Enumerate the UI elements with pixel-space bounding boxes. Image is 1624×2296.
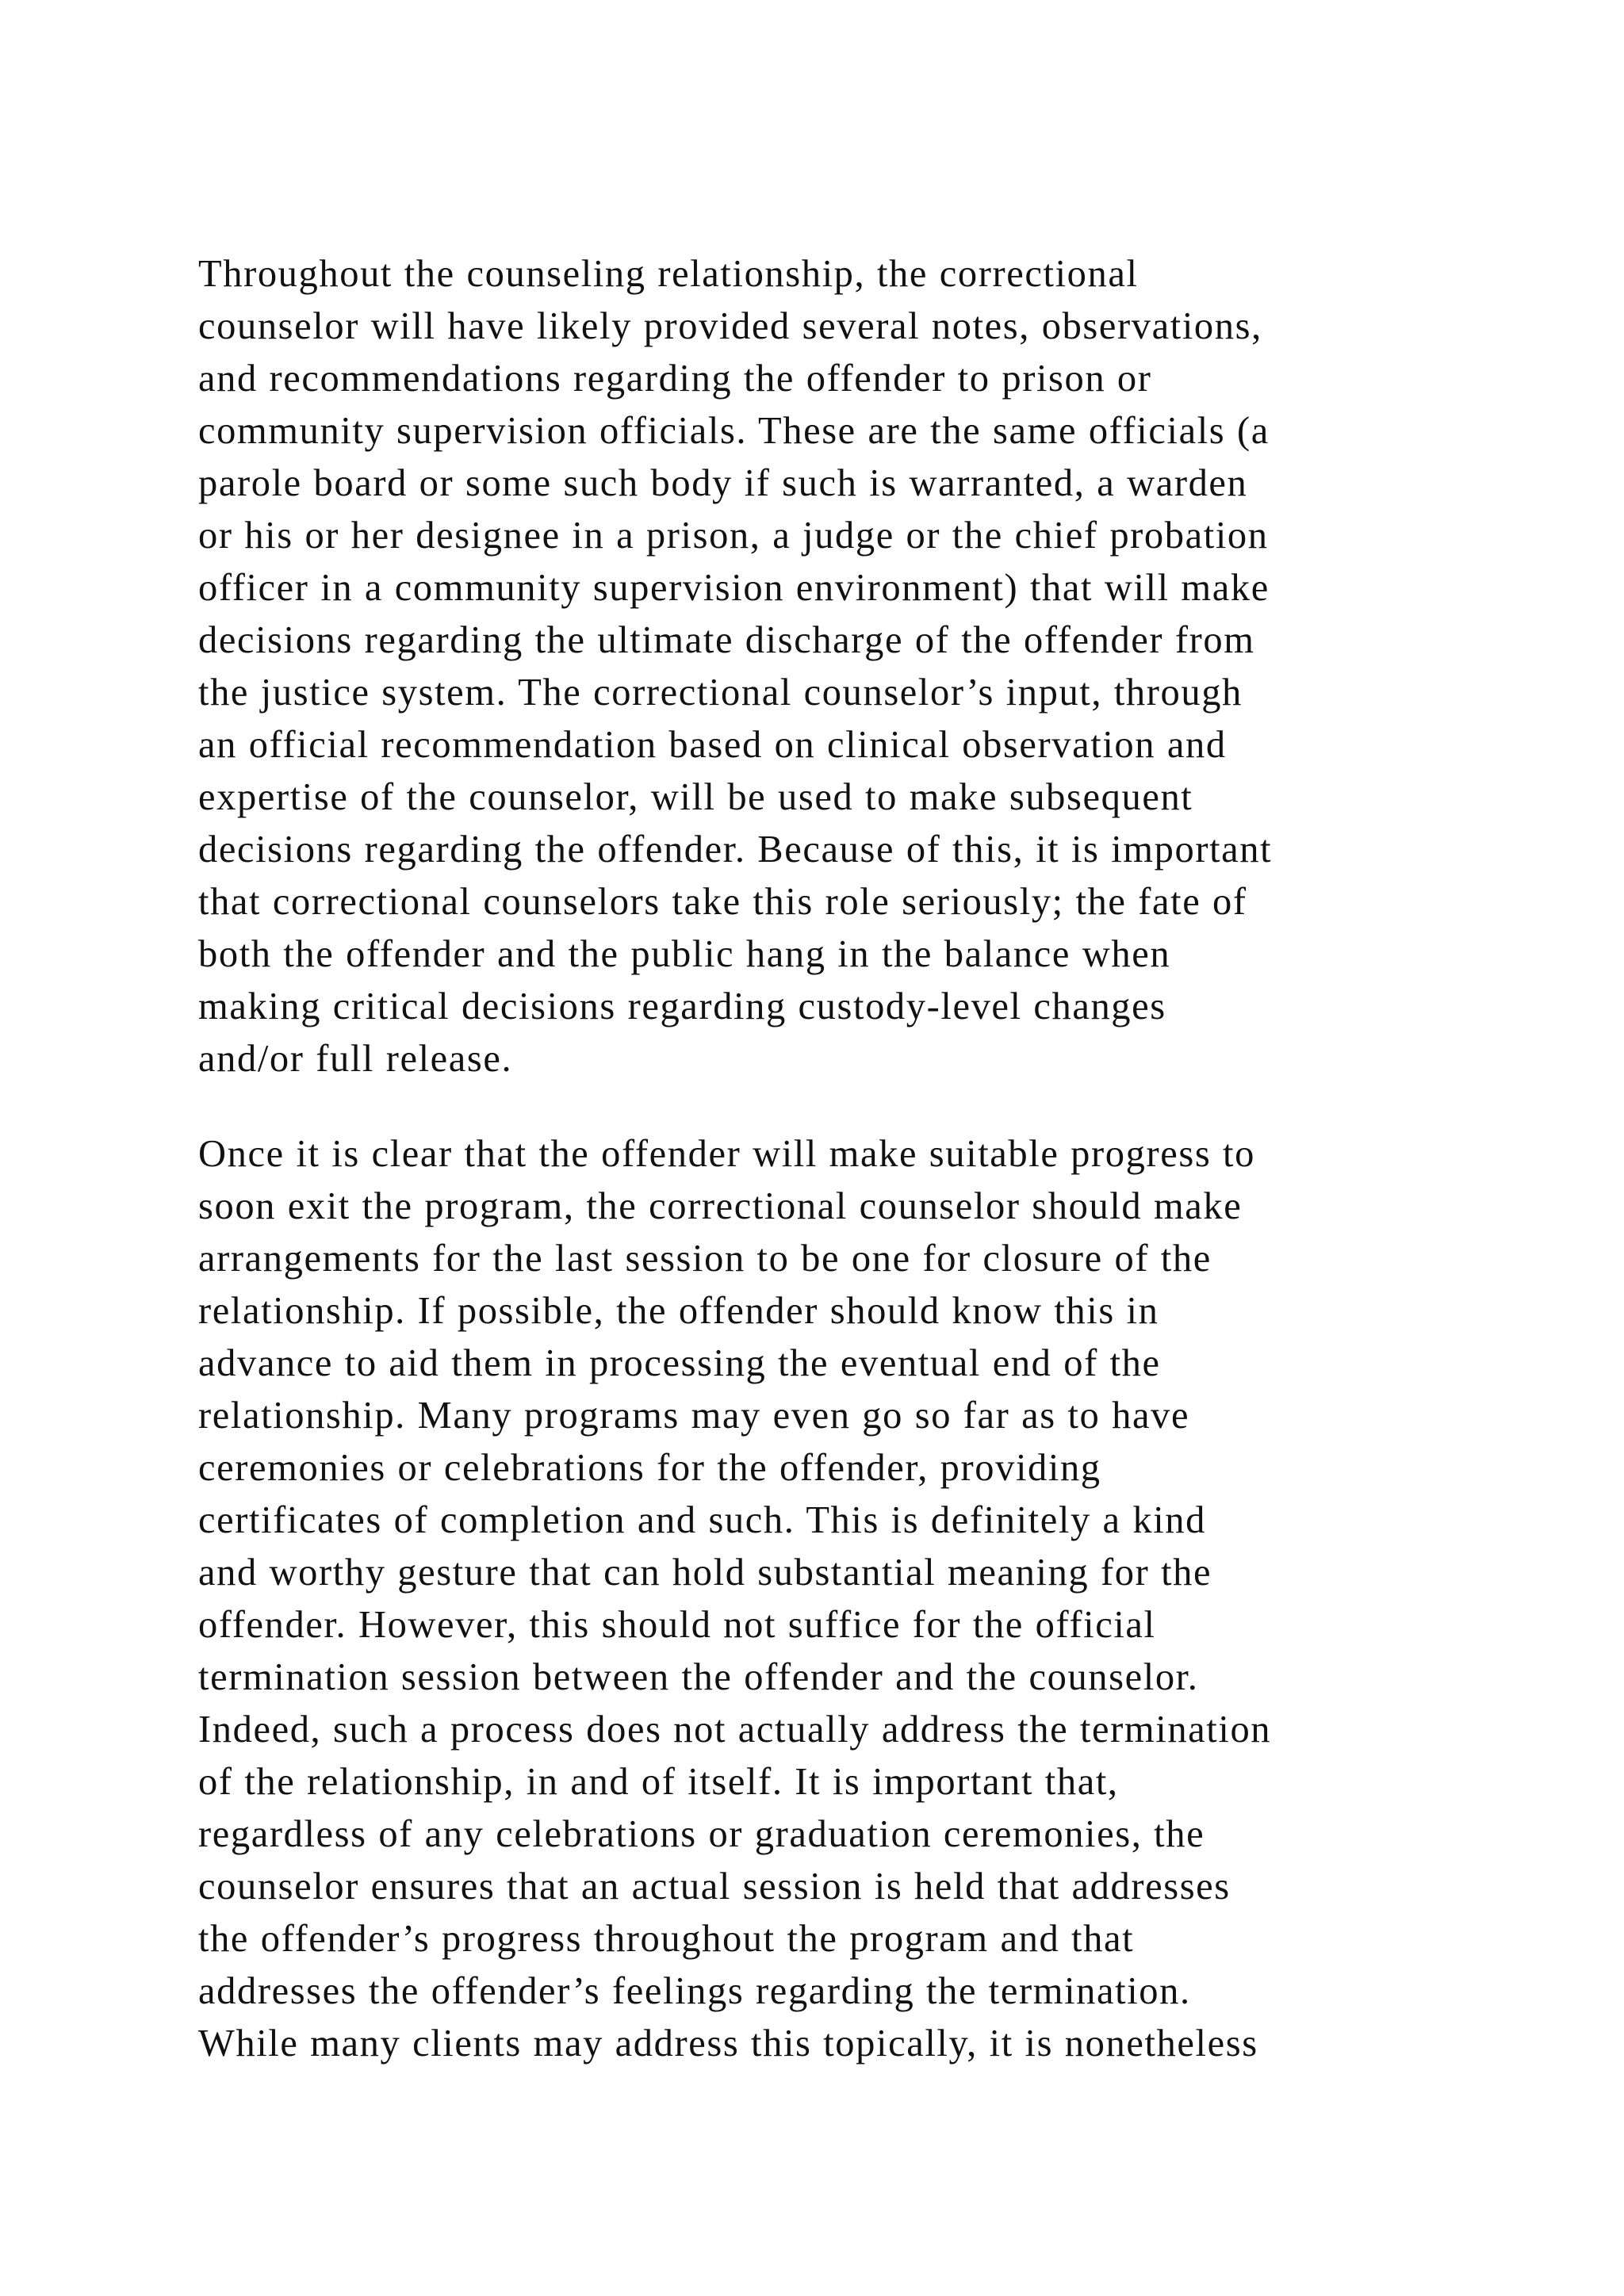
text-line: counselor will have likely provided several notes, observations, (198, 305, 1262, 347)
text-line: decisions regarding the offender. Because of this, it is important (198, 828, 1273, 871)
text-line: the offender’s progress throughout the program and that (198, 1918, 1135, 1960)
paragraph-2 (198, 1128, 1467, 2070)
text-line: termination session between the offender and the counselor. (198, 1656, 1199, 1698)
text-line: the justice system. The correctional counselor’s input, through (198, 672, 1243, 714)
text-line: and recommendations regarding the offender to prison or (198, 358, 1152, 400)
text-line: officer in a community supervision environment) that will make (198, 567, 1270, 609)
text-line: community supervision officials. These are the same officials (a (198, 410, 1270, 452)
text-line: an official recommendation based on clinical observation and (198, 724, 1227, 766)
text-line: parole board or some such body if such is warranted, a warden (198, 462, 1248, 504)
text-line: and worthy gesture that can hold substantial meaning for the (198, 1552, 1212, 1594)
text-line: that correctional counselors take this role seriously; the fate of (198, 881, 1247, 923)
text-line: advance to aid them in processing the eventual end of the (198, 1342, 1161, 1384)
text-line: relationship. If possible, the offender should know this in (198, 1290, 1159, 1332)
text-line: expertise of the counselor, will be used to make subsequent (198, 776, 1193, 818)
text-line: relationship. Many programs may even go so far as to have (198, 1395, 1190, 1437)
text-line: Once it is clear that the offender will make suitable progress to (198, 1133, 1255, 1175)
text-line: regardless of any celebrations or graduation ceremonies, the (198, 1813, 1205, 1855)
paragraph-1 (198, 248, 1467, 1085)
text-line: and/or full release. (198, 1038, 513, 1080)
text-line: Throughout the counseling relationship, the correctional (198, 253, 1139, 295)
text-line: Indeed, such a process does not actually address the termination (198, 1709, 1272, 1751)
text-line: arrangements for the last session to be one for closure of the (198, 1238, 1212, 1280)
text-line: making critical decisions regarding custody-level changes (198, 985, 1166, 1027)
text-line: of the relationship, in and of itself. It is important that, (198, 1761, 1119, 1803)
text-line: While many clients may address this topically, it is nonetheless (198, 2022, 1258, 2064)
text-line: addresses the offender’s feelings regarding the termination. (198, 1970, 1191, 2012)
text-line: both the offender and the public hang in the balance when (198, 933, 1171, 975)
text-line: or his or her designee in a prison, a judge or the chief probation (198, 515, 1269, 557)
text-line: certificates of completion and such. This is definitely a kind (198, 1499, 1206, 1541)
text-line: counselor ensures that an actual session is held that addresses (198, 1866, 1231, 1908)
text-line: decisions regarding the ultimate discharge of the offender from (198, 619, 1255, 661)
text-line: ceremonies or celebrations for the offender, providing (198, 1447, 1101, 1489)
text-line: offender. However, this should not suffice for the official (198, 1604, 1156, 1646)
text-line: soon exit the program, the correctional counselor should make (198, 1185, 1243, 1227)
